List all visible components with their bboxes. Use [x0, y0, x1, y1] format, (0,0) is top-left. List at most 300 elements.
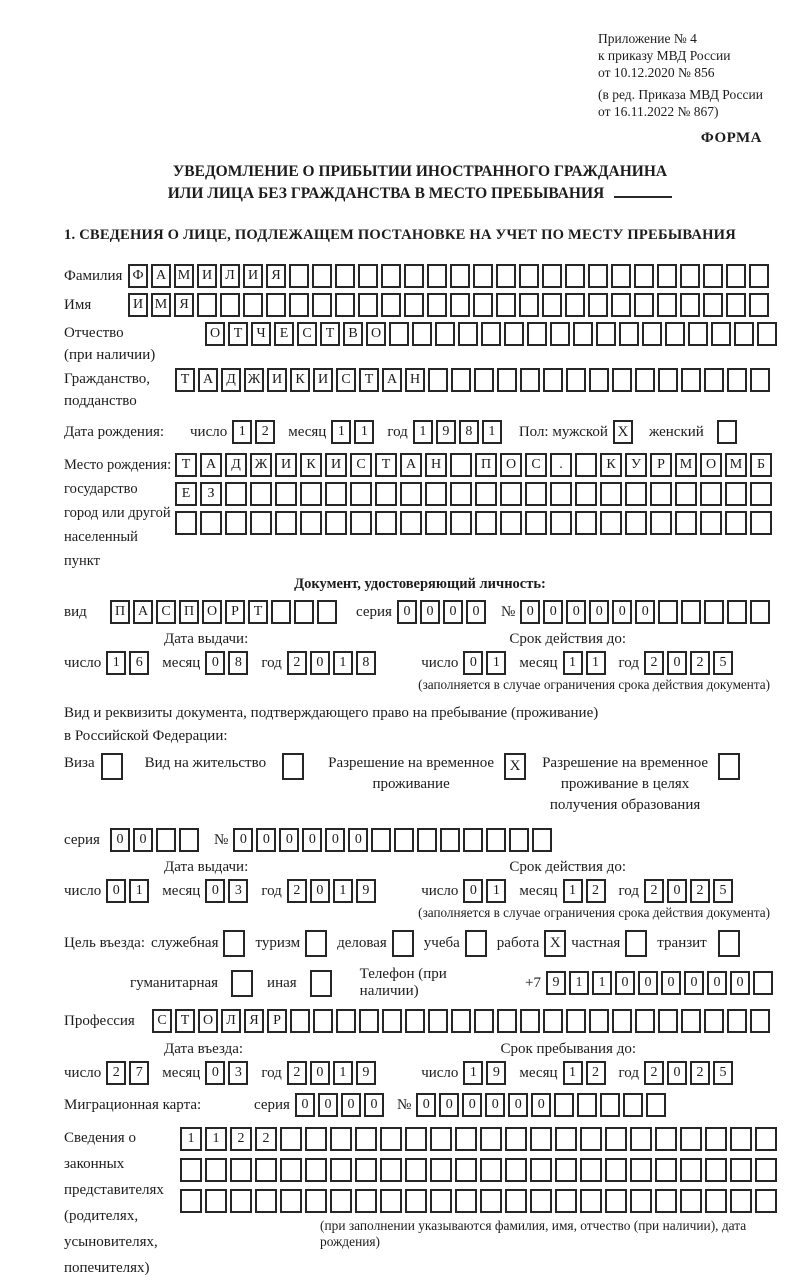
form-cell[interactable] — [703, 264, 723, 288]
form-cell[interactable]: А — [151, 264, 171, 288]
form-cell[interactable]: Т — [320, 322, 340, 346]
form-cell[interactable]: П — [179, 600, 199, 624]
form-cell[interactable] — [335, 264, 355, 288]
form-cell[interactable] — [473, 264, 493, 288]
form-cell[interactable]: 9 — [436, 420, 456, 444]
form-cell[interactable]: 0 — [302, 828, 322, 852]
form-cell[interactable]: О — [500, 453, 522, 477]
form-cell[interactable] — [555, 1127, 577, 1151]
form-cell[interactable]: Л — [221, 1009, 241, 1033]
form-cell[interactable]: 0 — [531, 1093, 551, 1117]
form-cell[interactable] — [658, 368, 678, 392]
form-cell[interactable] — [520, 1009, 540, 1033]
form-cell[interactable] — [680, 1127, 702, 1151]
form-cell[interactable] — [566, 1009, 586, 1033]
form-cell[interactable]: 2 — [287, 651, 307, 675]
form-cell[interactable] — [313, 1009, 333, 1033]
form-cell[interactable] — [480, 1127, 502, 1151]
form-cell[interactable] — [156, 828, 176, 852]
form-cell[interactable] — [500, 511, 522, 535]
form-cell[interactable]: А — [198, 368, 218, 392]
form-cell[interactable] — [612, 1009, 632, 1033]
form-cell[interactable] — [312, 264, 332, 288]
form-cell[interactable] — [450, 511, 472, 535]
form-cell[interactable]: 8 — [459, 420, 479, 444]
form-cell[interactable] — [543, 368, 563, 392]
form-cell[interactable] — [230, 1189, 252, 1213]
form-cell[interactable] — [550, 482, 572, 506]
form-cell[interactable]: Т — [175, 368, 195, 392]
form-cell[interactable] — [600, 1093, 620, 1117]
form-cell[interactable] — [500, 482, 522, 506]
form-cell[interactable]: 0 — [133, 828, 153, 852]
form-cell[interactable]: 0 — [364, 1093, 384, 1117]
form-cell[interactable] — [505, 1189, 527, 1213]
form-cell[interactable] — [294, 600, 314, 624]
form-cell[interactable] — [400, 511, 422, 535]
purpose-private-checkbox[interactable] — [625, 930, 647, 957]
form-cell[interactable]: 0 — [310, 879, 330, 903]
form-cell[interactable] — [255, 1158, 277, 1182]
form-cell[interactable] — [555, 1189, 577, 1213]
form-cell[interactable] — [280, 1189, 302, 1213]
form-cell[interactable]: 0 — [462, 1093, 482, 1117]
form-cell[interactable]: Д — [225, 453, 247, 477]
form-cell[interactable] — [555, 1158, 577, 1182]
form-cell[interactable]: О — [205, 322, 225, 346]
purpose-work-checkbox[interactable]: X — [544, 930, 566, 957]
form-cell[interactable]: Ч — [251, 322, 271, 346]
form-cell[interactable]: 5 — [713, 879, 733, 903]
form-cell[interactable] — [312, 293, 332, 317]
form-cell[interactable]: Т — [228, 322, 248, 346]
form-cell[interactable] — [300, 511, 322, 535]
form-cell[interactable] — [727, 368, 747, 392]
form-cell[interactable] — [266, 293, 286, 317]
form-cell[interactable]: В — [343, 322, 363, 346]
form-cell[interactable] — [727, 1009, 747, 1033]
form-cell[interactable] — [589, 368, 609, 392]
form-cell[interactable]: 2 — [644, 879, 664, 903]
form-cell[interactable]: 0 — [439, 1093, 459, 1117]
form-cell[interactable] — [680, 293, 700, 317]
form-cell[interactable] — [475, 482, 497, 506]
form-cell[interactable]: М — [675, 453, 697, 477]
form-cell[interactable] — [750, 1009, 770, 1033]
form-cell[interactable]: 1 — [180, 1127, 202, 1151]
form-cell[interactable] — [255, 1189, 277, 1213]
form-cell[interactable]: 0 — [420, 600, 440, 624]
form-cell[interactable]: Я — [266, 264, 286, 288]
form-cell[interactable]: С — [350, 453, 372, 477]
form-cell[interactable]: 2 — [586, 879, 606, 903]
form-cell[interactable]: 5 — [713, 651, 733, 675]
form-cell[interactable] — [625, 482, 647, 506]
form-cell[interactable]: . — [550, 453, 572, 477]
form-cell[interactable] — [335, 293, 355, 317]
form-cell[interactable] — [543, 1009, 563, 1033]
form-cell[interactable]: 0 — [684, 971, 704, 995]
form-cell[interactable]: 0 — [566, 600, 586, 624]
purpose-transit-checkbox[interactable] — [718, 930, 740, 957]
form-cell[interactable]: 1 — [586, 651, 606, 675]
form-cell[interactable] — [665, 322, 685, 346]
form-cell[interactable]: 1 — [333, 879, 353, 903]
form-cell[interactable]: И — [267, 368, 287, 392]
form-cell[interactable]: Р — [267, 1009, 287, 1033]
form-cell[interactable]: 0 — [589, 600, 609, 624]
form-cell[interactable] — [225, 482, 247, 506]
form-cell[interactable]: 0 — [615, 971, 635, 995]
form-cell[interactable] — [530, 1127, 552, 1151]
form-cell[interactable] — [725, 511, 747, 535]
form-cell[interactable] — [611, 264, 631, 288]
form-cell[interactable]: Т — [375, 453, 397, 477]
form-cell[interactable]: 2 — [586, 1061, 606, 1085]
form-cell[interactable] — [250, 482, 272, 506]
form-cell[interactable]: 0 — [466, 600, 486, 624]
form-cell[interactable] — [325, 511, 347, 535]
form-cell[interactable]: Н — [425, 453, 447, 477]
form-cell[interactable] — [588, 264, 608, 288]
form-cell[interactable]: 1 — [333, 651, 353, 675]
form-cell[interactable] — [635, 1009, 655, 1033]
form-cell[interactable] — [605, 1127, 627, 1151]
male-checkbox[interactable]: X — [613, 420, 633, 444]
residence-permit-checkbox[interactable] — [282, 753, 304, 780]
form-cell[interactable]: И — [313, 368, 333, 392]
form-cell[interactable]: Ж — [244, 368, 264, 392]
form-cell[interactable] — [405, 1189, 427, 1213]
form-cell[interactable] — [509, 828, 529, 852]
form-cell[interactable] — [455, 1127, 477, 1151]
form-cell[interactable]: Р — [225, 600, 245, 624]
form-cell[interactable] — [380, 1127, 402, 1151]
form-cell[interactable] — [657, 293, 677, 317]
form-cell[interactable]: 2 — [644, 651, 664, 675]
form-cell[interactable] — [474, 1009, 494, 1033]
form-cell[interactable] — [382, 1009, 402, 1033]
form-cell[interactable]: 2 — [690, 879, 710, 903]
form-cell[interactable] — [730, 1127, 752, 1151]
form-cell[interactable]: И — [325, 453, 347, 477]
form-cell[interactable] — [330, 1127, 352, 1151]
form-cell[interactable] — [275, 511, 297, 535]
form-cell[interactable] — [243, 293, 263, 317]
form-cell[interactable] — [271, 600, 291, 624]
visa-checkbox[interactable] — [101, 753, 123, 780]
form-cell[interactable]: 0 — [325, 828, 345, 852]
form-cell[interactable] — [573, 322, 593, 346]
form-cell[interactable] — [350, 482, 372, 506]
purpose-tourism-checkbox[interactable] — [305, 930, 327, 957]
form-cell[interactable]: 1 — [563, 651, 583, 675]
form-cell[interactable] — [463, 828, 483, 852]
form-cell[interactable]: 0 — [295, 1093, 315, 1117]
form-cell[interactable]: 2 — [690, 651, 710, 675]
form-cell[interactable] — [580, 1189, 602, 1213]
purpose-official-checkbox[interactable] — [223, 930, 245, 957]
form-cell[interactable] — [358, 264, 378, 288]
form-cell[interactable] — [575, 482, 597, 506]
form-cell[interactable]: 2 — [230, 1127, 252, 1151]
form-cell[interactable]: 9 — [546, 971, 566, 995]
form-cell[interactable] — [542, 293, 562, 317]
form-cell[interactable] — [705, 1189, 727, 1213]
form-cell[interactable]: П — [110, 600, 130, 624]
form-cell[interactable] — [705, 1127, 727, 1151]
form-cell[interactable] — [623, 1093, 643, 1117]
form-cell[interactable] — [497, 368, 517, 392]
form-cell[interactable] — [642, 322, 662, 346]
form-cell[interactable]: 0 — [667, 651, 687, 675]
form-cell[interactable]: 0 — [110, 828, 130, 852]
form-cell[interactable] — [577, 1093, 597, 1117]
form-cell[interactable]: 0 — [463, 879, 483, 903]
form-cell[interactable]: 1 — [232, 420, 252, 444]
form-cell[interactable] — [336, 1009, 356, 1033]
form-cell[interactable]: 0 — [463, 651, 483, 675]
form-cell[interactable]: Я — [174, 293, 194, 317]
purpose-business-checkbox[interactable] — [392, 930, 414, 957]
form-cell[interactable]: 0 — [205, 651, 225, 675]
form-cell[interactable] — [330, 1189, 352, 1213]
edu-permit-checkbox[interactable] — [718, 753, 740, 780]
form-cell[interactable]: С — [156, 600, 176, 624]
form-cell[interactable] — [375, 482, 397, 506]
form-cell[interactable] — [381, 293, 401, 317]
form-cell[interactable]: 0 — [416, 1093, 436, 1117]
form-cell[interactable] — [750, 368, 770, 392]
form-cell[interactable]: 5 — [713, 1061, 733, 1085]
form-cell[interactable] — [496, 264, 516, 288]
form-cell[interactable]: 7 — [129, 1061, 149, 1085]
form-cell[interactable] — [681, 600, 701, 624]
form-cell[interactable] — [750, 511, 772, 535]
form-cell[interactable] — [205, 1158, 227, 1182]
form-cell[interactable]: 2 — [287, 879, 307, 903]
form-cell[interactable]: 3 — [228, 879, 248, 903]
form-cell[interactable] — [405, 1009, 425, 1033]
form-cell[interactable] — [289, 264, 309, 288]
form-cell[interactable] — [605, 1158, 627, 1182]
form-cell[interactable]: С — [152, 1009, 172, 1033]
form-cell[interactable]: Т — [175, 1009, 195, 1033]
form-cell[interactable]: Д — [221, 368, 241, 392]
form-cell[interactable] — [655, 1189, 677, 1213]
form-cell[interactable]: М — [725, 453, 747, 477]
form-cell[interactable] — [611, 293, 631, 317]
form-cell[interactable]: И — [128, 293, 148, 317]
form-cell[interactable] — [755, 1189, 777, 1213]
form-cell[interactable]: 1 — [331, 420, 351, 444]
form-cell[interactable] — [380, 1189, 402, 1213]
form-cell[interactable]: 2 — [106, 1061, 126, 1085]
form-cell[interactable] — [427, 264, 447, 288]
form-cell[interactable]: Е — [274, 322, 294, 346]
form-cell[interactable] — [681, 368, 701, 392]
form-cell[interactable]: С — [525, 453, 547, 477]
form-cell[interactable] — [275, 482, 297, 506]
form-cell[interactable] — [405, 1158, 427, 1182]
form-cell[interactable] — [634, 293, 654, 317]
form-cell[interactable]: 0 — [256, 828, 276, 852]
form-cell[interactable]: 0 — [310, 651, 330, 675]
form-cell[interactable] — [440, 828, 460, 852]
form-cell[interactable]: 9 — [486, 1061, 506, 1085]
form-cell[interactable] — [355, 1127, 377, 1151]
form-cell[interactable] — [455, 1158, 477, 1182]
form-cell[interactable]: С — [297, 322, 317, 346]
form-cell[interactable]: 1 — [333, 1061, 353, 1085]
form-cell[interactable] — [473, 293, 493, 317]
form-cell[interactable] — [655, 1158, 677, 1182]
form-cell[interactable] — [430, 1127, 452, 1151]
form-cell[interactable] — [630, 1127, 652, 1151]
form-cell[interactable] — [658, 1009, 678, 1033]
form-cell[interactable]: Ф — [128, 264, 148, 288]
form-cell[interactable] — [505, 1158, 527, 1182]
form-cell[interactable] — [450, 453, 472, 477]
form-cell[interactable]: Т — [359, 368, 379, 392]
form-cell[interactable] — [749, 293, 769, 317]
form-cell[interactable] — [711, 322, 731, 346]
form-cell[interactable]: 1 — [205, 1127, 227, 1151]
form-cell[interactable] — [394, 828, 414, 852]
form-cell[interactable]: 1 — [486, 879, 506, 903]
form-cell[interactable]: А — [200, 453, 222, 477]
form-cell[interactable]: Ж — [250, 453, 272, 477]
form-cell[interactable]: О — [700, 453, 722, 477]
form-cell[interactable] — [350, 511, 372, 535]
form-cell[interactable] — [525, 482, 547, 506]
form-cell[interactable] — [430, 1158, 452, 1182]
form-cell[interactable] — [634, 264, 654, 288]
form-cell[interactable] — [700, 511, 722, 535]
form-cell[interactable] — [650, 482, 672, 506]
form-cell[interactable]: О — [198, 1009, 218, 1033]
form-cell[interactable] — [355, 1189, 377, 1213]
form-cell[interactable]: М — [174, 264, 194, 288]
form-cell[interactable] — [305, 1189, 327, 1213]
form-cell[interactable]: 2 — [255, 420, 275, 444]
form-cell[interactable] — [359, 1009, 379, 1033]
form-cell[interactable] — [427, 293, 447, 317]
form-cell[interactable]: 6 — [129, 651, 149, 675]
female-checkbox[interactable] — [717, 420, 737, 444]
form-cell[interactable] — [290, 1009, 310, 1033]
form-cell[interactable] — [680, 1189, 702, 1213]
form-cell[interactable]: 0 — [508, 1093, 528, 1117]
form-cell[interactable] — [619, 322, 639, 346]
form-cell[interactable] — [753, 971, 773, 995]
form-cell[interactable] — [730, 1189, 752, 1213]
form-cell[interactable] — [475, 511, 497, 535]
form-cell[interactable] — [381, 264, 401, 288]
form-cell[interactable] — [486, 828, 506, 852]
form-cell[interactable] — [451, 1009, 471, 1033]
form-cell[interactable] — [750, 482, 772, 506]
form-cell[interactable] — [380, 1158, 402, 1182]
form-cell[interactable] — [519, 293, 539, 317]
form-cell[interactable] — [504, 322, 524, 346]
form-cell[interactable] — [230, 1158, 252, 1182]
form-cell[interactable]: К — [300, 453, 322, 477]
form-cell[interactable]: 0 — [318, 1093, 338, 1117]
form-cell[interactable]: 0 — [205, 879, 225, 903]
form-cell[interactable] — [375, 511, 397, 535]
form-cell[interactable] — [417, 828, 437, 852]
form-cell[interactable] — [575, 453, 597, 477]
form-cell[interactable] — [305, 1158, 327, 1182]
form-cell[interactable] — [625, 511, 647, 535]
form-cell[interactable] — [404, 293, 424, 317]
form-cell[interactable]: 8 — [356, 651, 376, 675]
form-cell[interactable]: 9 — [356, 1061, 376, 1085]
form-cell[interactable] — [755, 1127, 777, 1151]
form-cell[interactable]: 1 — [413, 420, 433, 444]
form-cell[interactable] — [355, 1158, 377, 1182]
form-cell[interactable]: Л — [220, 264, 240, 288]
form-cell[interactable] — [179, 828, 199, 852]
form-cell[interactable]: 0 — [667, 879, 687, 903]
form-cell[interactable] — [425, 511, 447, 535]
form-cell[interactable] — [425, 482, 447, 506]
form-cell[interactable]: П — [475, 453, 497, 477]
form-cell[interactable] — [700, 482, 722, 506]
form-cell[interactable] — [588, 293, 608, 317]
form-cell[interactable]: 0 — [106, 879, 126, 903]
form-cell[interactable] — [580, 1127, 602, 1151]
form-cell[interactable] — [435, 322, 455, 346]
form-cell[interactable]: 0 — [543, 600, 563, 624]
form-cell[interactable] — [458, 322, 478, 346]
form-cell[interactable] — [681, 1009, 701, 1033]
form-cell[interactable]: 1 — [354, 420, 374, 444]
form-cell[interactable] — [480, 1158, 502, 1182]
form-cell[interactable]: 0 — [310, 1061, 330, 1085]
form-cell[interactable] — [630, 1189, 652, 1213]
form-cell[interactable]: 0 — [730, 971, 750, 995]
form-cell[interactable] — [703, 293, 723, 317]
form-cell[interactable] — [704, 1009, 724, 1033]
form-cell[interactable] — [197, 293, 217, 317]
form-cell[interactable] — [405, 1127, 427, 1151]
form-cell[interactable] — [566, 368, 586, 392]
form-cell[interactable]: Р — [650, 453, 672, 477]
form-cell[interactable] — [389, 322, 409, 346]
form-cell[interactable]: А — [382, 368, 402, 392]
form-cell[interactable] — [726, 293, 746, 317]
form-cell[interactable] — [474, 368, 494, 392]
form-cell[interactable]: 1 — [129, 879, 149, 903]
form-cell[interactable] — [325, 482, 347, 506]
form-cell[interactable] — [480, 1189, 502, 1213]
form-cell[interactable] — [612, 368, 632, 392]
form-cell[interactable] — [300, 482, 322, 506]
form-cell[interactable]: 0 — [635, 600, 655, 624]
form-cell[interactable]: 0 — [279, 828, 299, 852]
form-cell[interactable] — [755, 1158, 777, 1182]
form-cell[interactable] — [371, 828, 391, 852]
form-cell[interactable] — [726, 264, 746, 288]
form-cell[interactable]: И — [243, 264, 263, 288]
form-cell[interactable]: 1 — [486, 651, 506, 675]
form-cell[interactable]: А — [133, 600, 153, 624]
form-cell[interactable]: 0 — [397, 600, 417, 624]
form-cell[interactable] — [530, 1158, 552, 1182]
form-cell[interactable]: С — [336, 368, 356, 392]
